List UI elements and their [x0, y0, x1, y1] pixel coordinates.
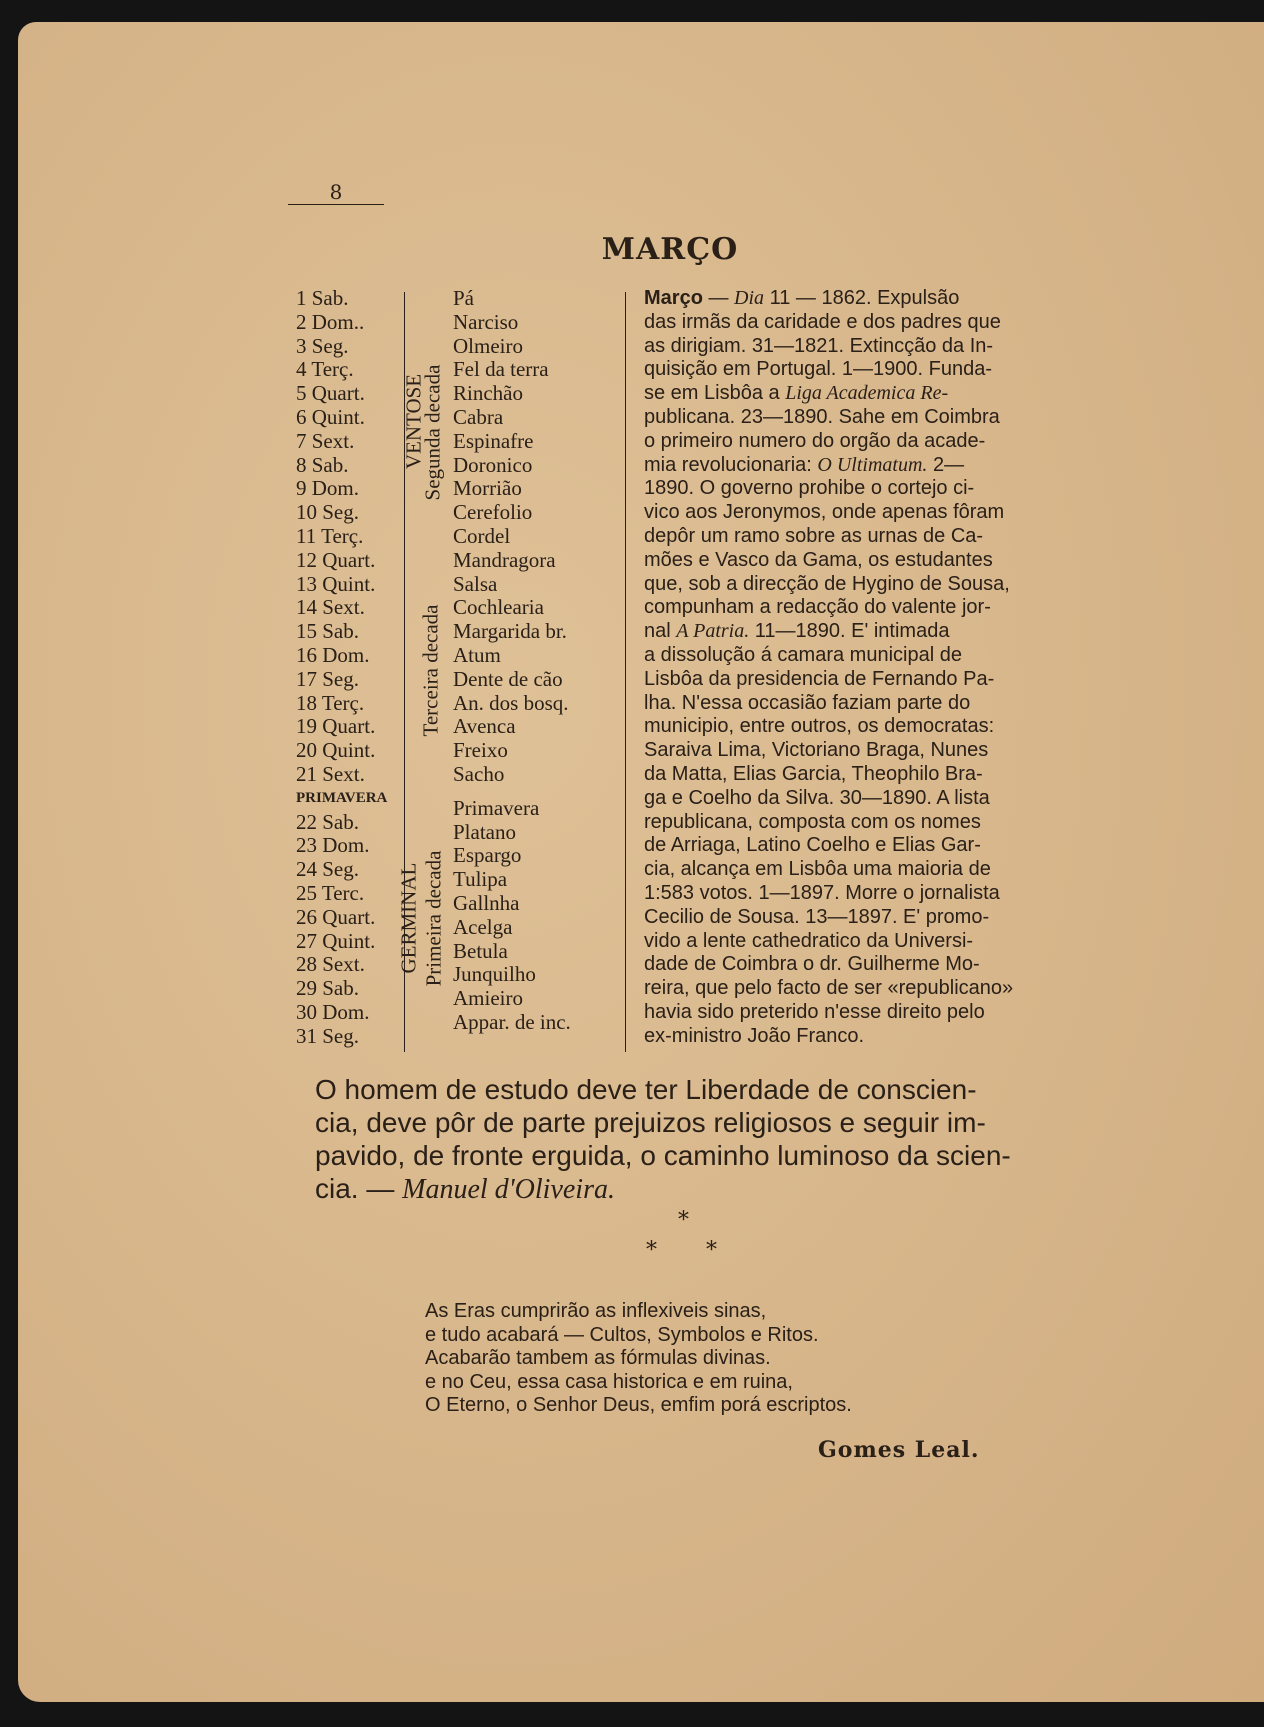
chronicle-line: mões e Vasco da Gama, os estudantes: [644, 548, 993, 571]
chronicle-line: lha. N'essa occasião faziam parte do: [644, 691, 971, 714]
poem-line: Acabarão tambem as fórmulas divinas.: [425, 1347, 771, 1369]
chronicle-line: compunham a redacção do valente jor-: [644, 596, 991, 619]
chronicle-line: republicana, composta com os nomes: [644, 810, 981, 833]
chronicle-line: municipio, entre outros, os democratas:: [644, 715, 995, 738]
poem-line: e tudo acabará — Cultos, Symbolos e Ritos.: [425, 1323, 819, 1346]
chronicle-line: ex-ministro João Franco.: [644, 1024, 865, 1047]
chronicle-line: mia revolucionaria: O Ultimatum. 2—: [644, 453, 965, 476]
chronicle-line: de Arriaga, Latino Coelho e Elias Gar-: [644, 834, 981, 857]
poem-author: Gomes Leal.: [818, 1437, 980, 1463]
plant-row: Betula: [453, 938, 508, 963]
chronicle-line: o primeiro numero do orgão da acade-: [644, 429, 986, 452]
day-row: 25 Terc.: [296, 880, 365, 905]
chronicle-line: Lisbôa da presidencia de Fernando Pa-: [644, 667, 995, 690]
chronicle-line: publicana. 23—1890. Sahe em Coimbra: [644, 405, 1000, 428]
chronicle-line: as dirigiam. 31—1821. Extincção da In-: [644, 334, 994, 357]
chronicle-line: das irmãs da caridade e dos padres que: [644, 310, 1001, 333]
plant-row: Cabra: [453, 404, 504, 429]
chronicle-line: 1890. O governo prohibe o cortejo ci-: [644, 477, 975, 500]
day-row: 6 Quint.: [296, 404, 365, 429]
chronicle-dia: Dia: [734, 287, 765, 309]
plant-row: Margarida br.: [453, 619, 567, 644]
day-row: 9 Dom.: [296, 476, 359, 501]
poem-line: e no Ceu, essa casa historica e em ruina,: [425, 1370, 793, 1393]
quote-author: Manuel d'Oliveira.: [402, 1174, 615, 1205]
day-row: 11 Terç.: [296, 523, 364, 548]
chronicle-line: dade de Coimbra o dr. Guilherme Mo-: [644, 953, 980, 976]
day-row: 31 Seg.: [296, 1023, 359, 1048]
day-row: 8 Sab.: [296, 452, 349, 477]
plant-row: Cerefolio: [453, 500, 533, 525]
italic-title: Liga Academica Re-: [785, 382, 949, 405]
month-label-germinal: GERMINAL: [396, 862, 421, 974]
poem-block: [425, 1300, 985, 1418]
plant-row: Atum: [453, 642, 501, 667]
quote-line: cia, deve pôr de parte prejuizos religiosos e seguir im-: [315, 1107, 986, 1138]
plant-row: Amieiro: [453, 986, 523, 1011]
chronicle-line: havia sido preterido n'esse direito pelo: [644, 1000, 985, 1023]
day-row: 18 Terç.: [296, 690, 365, 715]
quote-line: O homem de estudo deve ter Liberdade de conscien-: [315, 1074, 977, 1105]
day-row: 19 Quart.: [296, 714, 376, 739]
plant-row: Sacho: [453, 761, 505, 786]
plant-row: Olmeiro: [453, 333, 523, 358]
day-row: 3 Seg.: [296, 333, 349, 358]
plant-row: Rinchão: [453, 381, 523, 406]
day-row: 1 Sab.: [296, 286, 349, 310]
day-row: 29 Sab.: [296, 976, 359, 1001]
italic-title: A Patria.: [676, 620, 750, 643]
plant-row: Primavera: [453, 795, 540, 820]
plant-row: Junquilho: [453, 962, 536, 987]
plant-row: Mandragora: [453, 547, 556, 572]
plant-row: Dente de cão: [453, 666, 563, 691]
day-row: 24 Seg.: [296, 857, 359, 882]
plant-row: Tulipa: [453, 867, 508, 892]
day-row: 13 Quint.: [296, 571, 376, 596]
chronicle-line: Saraiva Lima, Victoriano Braga, Nunes: [644, 739, 989, 762]
plant-row: Appar. de inc.: [453, 1009, 571, 1034]
plant-column: [453, 287, 633, 1035]
day-row: 12 Quart.: [296, 547, 376, 572]
plant-row: Avenca: [453, 714, 516, 739]
day-row: 17 Seg.: [296, 666, 359, 691]
plant-row: Narciso: [453, 309, 519, 334]
plant-row: Fel da terra: [453, 357, 549, 382]
day-row: 16 Dom.: [296, 642, 370, 667]
page-number: 8: [288, 180, 384, 205]
chronicle-line: Março — Dia 11 — 1862. Expulsão: [644, 287, 960, 309]
day-row: 7 Sext.: [296, 428, 355, 453]
quote-block: [315, 1073, 1075, 1206]
page-title: MARÇO: [601, 232, 739, 267]
day-row: 20 Quint.: [296, 738, 376, 763]
chronicle-line: ga e Coelho da Silva. 30—1890. A lista: [644, 786, 990, 809]
plant-row: Pá: [453, 286, 474, 310]
plant-row: An. dos bosq.: [453, 690, 569, 715]
day-row: 23 Dom.: [296, 833, 370, 858]
chronicle-line: nal A Patria. 11—1890. E' intimada: [644, 620, 950, 643]
plant-row: Espinafre: [453, 428, 534, 453]
asterism-star: *: [646, 1238, 657, 1263]
poem-line: As Eras cumprirão as inflexiveis sinas,: [425, 1300, 767, 1322]
chronicle-line: da Matta, Elias Garcia, Theophilo Bra-: [644, 762, 983, 785]
plant-row: Morrião: [453, 476, 522, 501]
chronicle-line: depôr um ramo sobre as urnas de Ca-: [644, 524, 984, 547]
decade-label-third: Terceira decada: [418, 604, 443, 737]
plant-row: Cochlearia: [453, 595, 544, 620]
plant-row: Cordel: [453, 523, 511, 548]
poem-line: O Eterno, o Senhor Deus, emfim porá escriptos.: [425, 1394, 852, 1416]
chronicle-line: se em Lisbôa a Liga Academica Re-: [644, 382, 949, 405]
decade-label-first: Primeira decada: [421, 850, 446, 987]
day-row: 27 Quint.: [296, 928, 376, 953]
chronicle-line: vido a lente cathedratico da Universi-: [644, 929, 974, 952]
chronicle-line: Cecilio de Sousa. 13—1897. E' promo-: [644, 905, 990, 928]
day-row: 2 Dom..: [296, 309, 365, 334]
day-row: 26 Quart.: [296, 904, 376, 929]
plant-row: Salsa: [453, 571, 498, 596]
day-row: 30 Dom.: [296, 999, 370, 1024]
plant-row: Espargo: [453, 843, 522, 868]
day-row: 28 Sext.: [296, 952, 365, 977]
season-label: PRIMAVERA: [296, 789, 388, 806]
chronicle-line: cia, alcança em Lisbôa uma maioria de: [644, 858, 991, 881]
italic-title: O Ultimatum.: [817, 453, 928, 476]
chronicle: [644, 287, 1064, 1049]
month-label-ventose: VENTOSE: [401, 373, 426, 470]
asterism-star: *: [706, 1238, 717, 1263]
chronicle-line: reira, que pelo facto de ser «republicano»: [644, 977, 1014, 1000]
day-row: 15 Sab.: [296, 619, 359, 644]
plant-row: Platano: [453, 819, 516, 844]
chronicle-line: vico aos Jeronymos, onde apenas fôram: [644, 501, 1005, 524]
day-row: 22 Sab.: [296, 809, 359, 834]
chronicle-line: que, sob a direcção de Hygino de Sousa,: [644, 572, 1010, 595]
plant-row: Doronico: [453, 452, 533, 477]
day-row: 10 Seg.: [296, 500, 359, 525]
plant-row: Gallnha: [453, 890, 520, 915]
quote-line: pavido, de fronte erguida, o caminho luminoso da scien-: [315, 1140, 1011, 1171]
chronicle-lead: Março: [644, 287, 703, 309]
quote-line: cia. — Manuel d'Oliveira.: [315, 1173, 615, 1205]
day-row: 4 Terç.: [296, 357, 354, 382]
chronicle-line: 1:583 votos. 1—1897. Morre o jornalista: [644, 881, 1000, 904]
column-divider: [625, 292, 626, 1052]
day-row: 21 Sext.: [296, 761, 365, 786]
asterism-star: *: [678, 1208, 689, 1233]
decade-label-second: Segunda decada: [420, 364, 445, 501]
chronicle-line: a dissolução á camara municipal de: [644, 643, 962, 666]
day-row: 5 Quart.: [296, 381, 365, 406]
page-sheet: [18, 22, 1264, 1702]
day-row: 14 Sext.: [296, 595, 365, 620]
plant-row: Acelga: [453, 914, 513, 939]
chronicle-line: quisição em Portugal. 1—1900. Funda-: [644, 358, 992, 381]
day-column: [296, 287, 406, 1049]
plant-row: Freixo: [453, 738, 508, 763]
